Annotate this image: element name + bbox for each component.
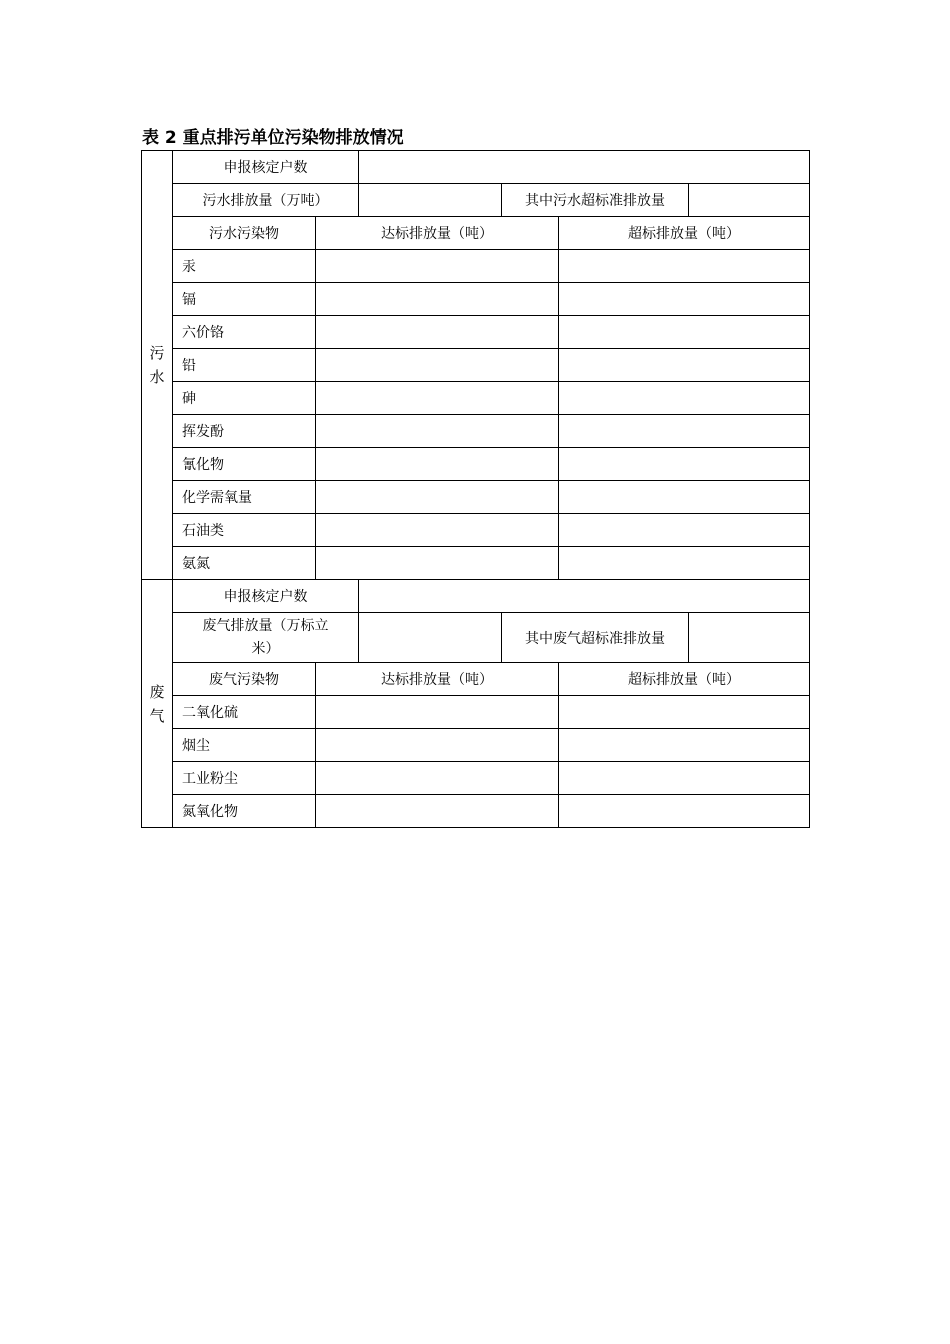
wastewater-header-row	[142, 217, 810, 250]
waste-gas-pollutant-name: 工业粉尘	[173, 762, 316, 795]
wastewater-over-standard-label: 其中污水超标准排放量	[502, 184, 689, 217]
waste-gas-over-standard-value[interactable]	[689, 613, 810, 663]
waste-gas-pollutant-name: 二氧化硫	[173, 696, 316, 729]
compliant-amount-cell[interactable]	[316, 349, 559, 382]
wastewater-pollutant-name: 石油类	[173, 514, 316, 547]
compliant-amount-cell[interactable]	[316, 415, 559, 448]
waste-gas-discharge-row	[142, 613, 810, 663]
table-row	[142, 415, 810, 448]
table-title: 表 2 重点排污单位污染物排放情况	[142, 128, 404, 148]
wastewater-exceed-header: 超标排放量（吨）	[559, 217, 810, 250]
exceed-amount-cell[interactable]	[559, 481, 810, 514]
exceed-amount-cell[interactable]	[559, 795, 810, 828]
wastewater-pollutant-name: 氨氮	[173, 547, 316, 580]
exceed-amount-cell[interactable]	[559, 382, 810, 415]
waste-gas-header-row	[142, 663, 810, 696]
waste-gas-category-cell	[142, 580, 173, 828]
compliant-amount-cell[interactable]	[316, 316, 559, 349]
wastewater-pollutant-name: 砷	[173, 382, 316, 415]
table-row	[142, 696, 810, 729]
wastewater-pollutant-name: 六价铬	[173, 316, 316, 349]
wastewater-pollutant-name: 氰化物	[173, 448, 316, 481]
compliant-amount-cell[interactable]	[316, 547, 559, 580]
waste-gas-households-label: 申报核定户数	[173, 580, 359, 613]
waste-gas-discharge-label-line2: 米）	[251, 640, 280, 657]
wastewater-discharge-value[interactable]	[359, 184, 502, 217]
waste-gas-category-char-2: 气	[149, 706, 165, 725]
exceed-amount-cell[interactable]	[559, 415, 810, 448]
wastewater-pollutant-header: 污水污染物	[173, 217, 316, 250]
wastewater-households-row	[142, 151, 810, 184]
wastewater-pollutant-name: 挥发酚	[173, 415, 316, 448]
wastewater-discharge-label: 污水排放量（万吨）	[173, 184, 359, 217]
exceed-amount-cell[interactable]	[559, 729, 810, 762]
exceed-amount-cell[interactable]	[559, 316, 810, 349]
compliant-amount-cell[interactable]	[316, 795, 559, 828]
compliant-amount-cell[interactable]	[316, 481, 559, 514]
exceed-amount-cell[interactable]	[559, 696, 810, 729]
waste-gas-pollutant-header: 废气污染物	[173, 663, 316, 696]
wastewater-category-char-2: 水	[149, 368, 165, 386]
compliant-amount-cell[interactable]	[316, 514, 559, 547]
compliant-amount-cell[interactable]	[316, 696, 559, 729]
compliant-amount-cell[interactable]	[316, 448, 559, 481]
exceed-amount-cell[interactable]	[559, 349, 810, 382]
wastewater-discharge-row	[142, 184, 810, 217]
table-row	[142, 316, 810, 349]
compliant-amount-cell[interactable]	[316, 250, 559, 283]
table-row	[142, 547, 810, 580]
wastewater-over-standard-value[interactable]	[689, 184, 810, 217]
waste-gas-discharge-label-line1: 废气排放量（万标立	[202, 617, 329, 634]
wastewater-pollutant-name: 铅	[173, 349, 316, 382]
waste-gas-households-row	[142, 580, 810, 613]
wastewater-pollutant-name: 汞	[173, 250, 316, 283]
exceed-amount-cell[interactable]	[559, 514, 810, 547]
waste-gas-over-standard-label: 其中废气超标准排放量	[502, 613, 689, 663]
wastewater-compliant-header: 达标排放量（吨）	[316, 217, 559, 250]
exceed-amount-cell[interactable]	[559, 547, 810, 580]
exceed-amount-cell[interactable]	[559, 448, 810, 481]
table-row	[142, 349, 810, 382]
waste-gas-discharge-value[interactable]	[359, 613, 502, 663]
exceed-amount-cell[interactable]	[559, 250, 810, 283]
wastewater-pollutant-name: 镉	[173, 283, 316, 316]
waste-gas-pollutant-name: 氮氧化物	[173, 795, 316, 828]
compliant-amount-cell[interactable]	[316, 382, 559, 415]
waste-gas-discharge-label	[173, 613, 359, 663]
table-row	[142, 250, 810, 283]
waste-gas-households-value[interactable]	[359, 580, 810, 613]
table-row	[142, 382, 810, 415]
wastewater-households-label: 申报核定户数	[173, 151, 359, 184]
table-row	[142, 283, 810, 316]
compliant-amount-cell[interactable]	[316, 729, 559, 762]
wastewater-pollutant-name: 化学需氧量	[173, 481, 316, 514]
table-row	[142, 795, 810, 828]
exceed-amount-cell[interactable]	[559, 762, 810, 795]
exceed-amount-cell[interactable]	[559, 283, 810, 316]
table-row	[142, 762, 810, 795]
compliant-amount-cell[interactable]	[316, 762, 559, 795]
waste-gas-pollutant-name: 烟尘	[173, 729, 316, 762]
wastewater-category-char-1: 污	[149, 344, 165, 362]
waste-gas-category-char-1: 废	[149, 682, 165, 701]
table-row	[142, 448, 810, 481]
pollutant-discharge-table	[141, 150, 810, 828]
compliant-amount-cell[interactable]	[316, 283, 559, 316]
table-row	[142, 481, 810, 514]
wastewater-category-cell	[142, 151, 173, 580]
waste-gas-compliant-header: 达标排放量（吨）	[316, 663, 559, 696]
waste-gas-exceed-header: 超标排放量（吨）	[559, 663, 810, 696]
table-row	[142, 514, 810, 547]
table-row	[142, 729, 810, 762]
wastewater-households-value[interactable]	[359, 151, 810, 184]
